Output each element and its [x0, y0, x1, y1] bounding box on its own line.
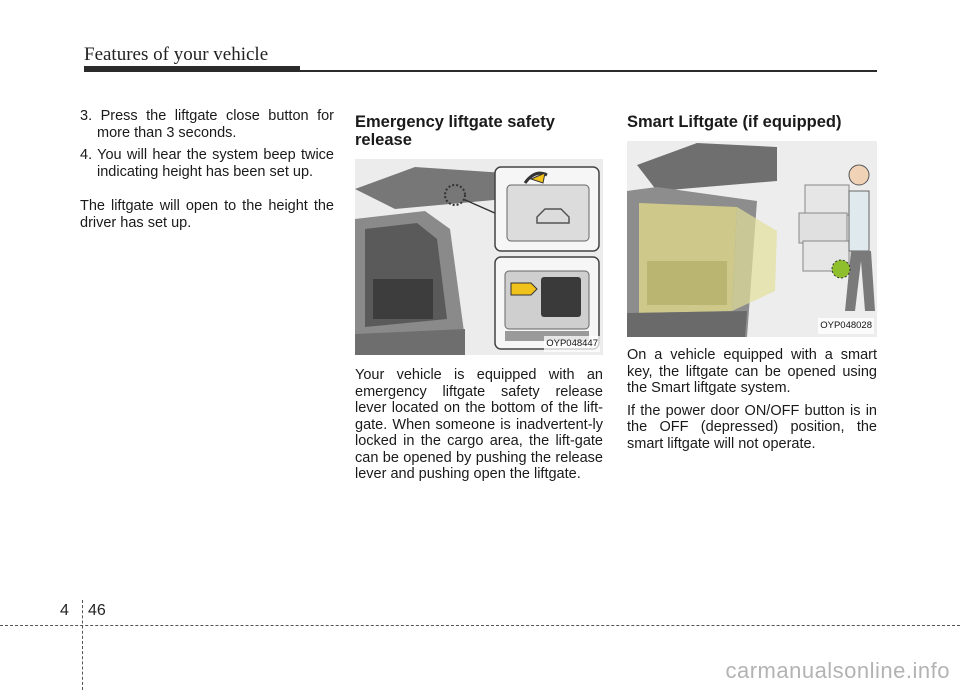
header-rule-thick	[84, 66, 300, 72]
liftgate-interior-illustration	[355, 159, 603, 355]
smart-liftgate-figure	[627, 141, 877, 337]
figure-code-2: OYP048028	[818, 318, 874, 335]
page-number: 46	[88, 602, 106, 619]
footer-divider	[0, 625, 960, 626]
watermark: carmanualsonline.info	[725, 658, 950, 683]
footer-vertical-divider	[82, 600, 83, 690]
col1-paragraph: The liftgate will open to the height the driver has set up.	[80, 198, 334, 231]
column-1	[80, 108, 334, 237]
header-rule-thin	[300, 70, 877, 72]
smart-liftgate-illustration	[627, 141, 877, 337]
col2-paragraph: Your vehicle is equipped with an emergency liftgate safety release lever located on the bottom of the lift-gate. When someone is inadvertent-ly locked in the cargo area, the lift-gate can be opened by pushing the release lever and pushing open the liftgate.	[355, 367, 603, 482]
emergency-release-heading: Emergency liftgate safety release	[355, 113, 555, 149]
col3-paragraph-1: On a vehicle equipped with a smart key, the liftgate can be opened using the Smart liftgate system.	[627, 347, 877, 396]
column-3	[627, 108, 877, 458]
chapter-number: 4	[60, 602, 69, 619]
step-4: 4. You will hear the system beep twice indicating height has been set up.	[80, 147, 334, 180]
step-3: 3. Press the liftgate close button for more than 3 seconds.	[80, 108, 334, 141]
column-2	[355, 108, 603, 489]
emergency-release-figure	[355, 159, 603, 355]
col3-paragraph-2: If the power door ON/OFF button is in the OFF (depressed) position, the smart liftgate will not operate.	[627, 402, 877, 452]
smart-liftgate-heading: Smart Liftgate (if equipped)	[627, 113, 842, 131]
header-title: Features of your vehicle	[84, 44, 269, 65]
figure-code-1: OYP048447	[544, 336, 600, 353]
